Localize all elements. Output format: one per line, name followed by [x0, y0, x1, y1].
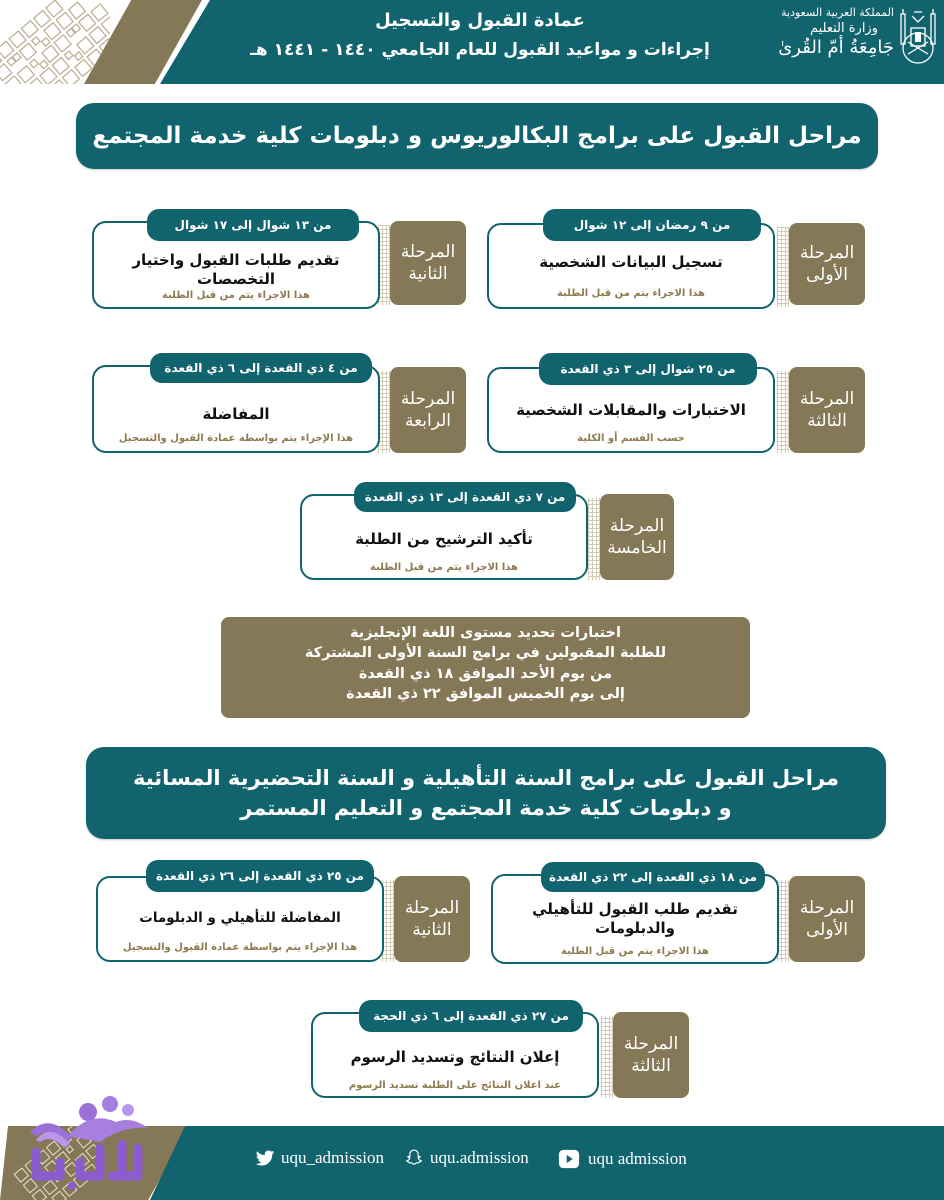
- university-logo-text: [744, 6, 894, 58]
- stage-date: من ١٨ ذي القعدة إلى ٢٢ ذي القعدة: [541, 862, 765, 892]
- stage-note: هذا الاجراء يتم من قبل الطلبة: [557, 288, 705, 299]
- snapchat-icon: [404, 1148, 424, 1168]
- header-title: عمادة القبول والتسجيل: [375, 10, 585, 31]
- stage-label: المرحلة الرابعة: [390, 367, 466, 453]
- stage-card: [491, 860, 865, 966]
- logo-kingdom: المملكة العربية السعودية: [781, 6, 894, 19]
- lattice-connector: [777, 371, 789, 453]
- stage-title: المفاضلة للتأهيلي و الدبلومات: [139, 910, 341, 926]
- lattice-connector: [588, 498, 600, 580]
- youtube-channel: uqu admission: [588, 1149, 687, 1168]
- social-youtube[interactable]: [556, 1148, 687, 1170]
- stage-date: من ٤ ذي القعدة إلى ٦ ذي القعدة: [150, 353, 372, 383]
- stage-title: تأكيد الترشيح من الطلبة: [355, 530, 533, 548]
- stage-label: المرحلة الثانية: [390, 221, 466, 305]
- snapchat-handle: uqu.admission: [430, 1148, 529, 1167]
- youtube-icon: [556, 1148, 582, 1170]
- stage-title: تقديم طلبات القبول واختيار التخصصات: [132, 251, 340, 288]
- stage-card: [300, 482, 674, 586]
- talabna-logo: [10, 1092, 150, 1192]
- stage-date: من ٢٥ ذي القعدة إلى ٢٦ ذي القعدة: [146, 860, 374, 892]
- stage-card: [487, 209, 865, 313]
- logo-ministry: وزارة التعليم: [809, 21, 878, 36]
- stage-label: المرحلة الأولى: [789, 876, 865, 962]
- stage-label: المرحلة الثالثة: [789, 367, 865, 453]
- social-twitter[interactable]: [255, 1148, 384, 1168]
- twitter-handle: uqu_admission: [281, 1148, 384, 1167]
- stage-label: المرحلة الخامسة: [600, 494, 674, 580]
- english-test-line: للطلبة المقبولين في برامج السنة الأولى المشتركة: [304, 645, 667, 662]
- stage-title: تقديم طلب القبول للتأهيلي والدبلومات: [532, 900, 738, 937]
- stage-note: هذا الاجراء يتم من قبل الطلبة: [370, 562, 518, 573]
- stage-date: من ١٣ شوال إلى ١٧ شوال: [147, 209, 359, 241]
- section2-banner: [86, 747, 886, 839]
- stage-card: [92, 209, 466, 313]
- stage-date: من ٧ ذي القعدة إلى ١٣ ذي القعدة: [354, 482, 576, 512]
- stage-date: من ٩ رمضان إلى ١٢ شوال: [543, 209, 761, 241]
- university-seal-icon: [898, 8, 938, 66]
- section2-title-line1: مراحل القبول على برامج السنة التأهيلية و السنة التحضيرية المسائية: [132, 765, 840, 790]
- english-test-line: من يوم الأحد الموافق ١٨ ذي القعدة: [358, 665, 613, 682]
- stage-title: إعلان النتائج وتسديد الرسوم: [350, 1048, 560, 1066]
- header-subtitle: إجراءات و مواعيد القبول للعام الجامعي ١٤٤٠ - ١٤٤١ هـ: [250, 40, 710, 60]
- stage-date: من ٢٧ ذي القعدة إلى ٦ ذي الحجة: [359, 1000, 583, 1032]
- stage-note: هذا الإجراء يتم بواسطة عمادة القبول والتسجيل: [122, 942, 358, 953]
- stage-title: المفاضلة: [202, 405, 270, 423]
- lattice-connector: [601, 1016, 613, 1098]
- english-placement-test-box: [221, 617, 750, 718]
- stage-note: هذا الاجراء يتم من قبل الطلبة: [162, 290, 310, 301]
- stage-card: [311, 998, 689, 1102]
- stage-label: المرحلة الثالثة: [613, 1012, 689, 1098]
- twitter-icon: [255, 1148, 275, 1168]
- stage-title: تسجيل البيانات الشخصية: [539, 253, 723, 271]
- stage-label: المرحلة الثانية: [394, 876, 470, 962]
- section2-title-line2: و دبلومات كلية خدمة المجتمع و التعليم المستمر: [240, 796, 732, 820]
- stage-note: حسب القسم أو الكلية: [577, 433, 685, 444]
- stage-card: [92, 353, 466, 457]
- section1-title: مراحل القبول على برامج البكالوريوس و دبلومات كلية خدمة المجتمع: [92, 123, 862, 149]
- logo-university: جَامِعَةُ أمّ القُرىٰ: [778, 37, 894, 58]
- stage-date: من ٢٥ شوال إلى ٣ ذي القعدة: [539, 353, 757, 385]
- english-test-line: إلى يوم الخميس الموافق ٢٢ ذي القعدة: [346, 685, 625, 702]
- english-test-line: اختبارات تحديد مستوى اللغة الإنجليزية: [350, 625, 621, 641]
- section1-banner: [76, 103, 878, 169]
- stage-title: الاختبارات والمقابلات الشخصية: [516, 401, 746, 419]
- stage-note: عند اعلان النتائج على الطلبة تسديد الرسوم: [348, 1080, 562, 1091]
- stage-card: [96, 858, 470, 964]
- stage-note: هذا الإجراء يتم بواسطة عمادة القبول والتسجيل: [118, 433, 354, 444]
- stage-note: هذا الاجراء يتم من قبل الطلبة: [561, 946, 709, 957]
- social-snapchat[interactable]: [404, 1148, 529, 1168]
- stage-card: [487, 353, 865, 457]
- lattice-connector: [777, 227, 789, 307]
- stage-label: المرحلة الأولى: [789, 223, 865, 305]
